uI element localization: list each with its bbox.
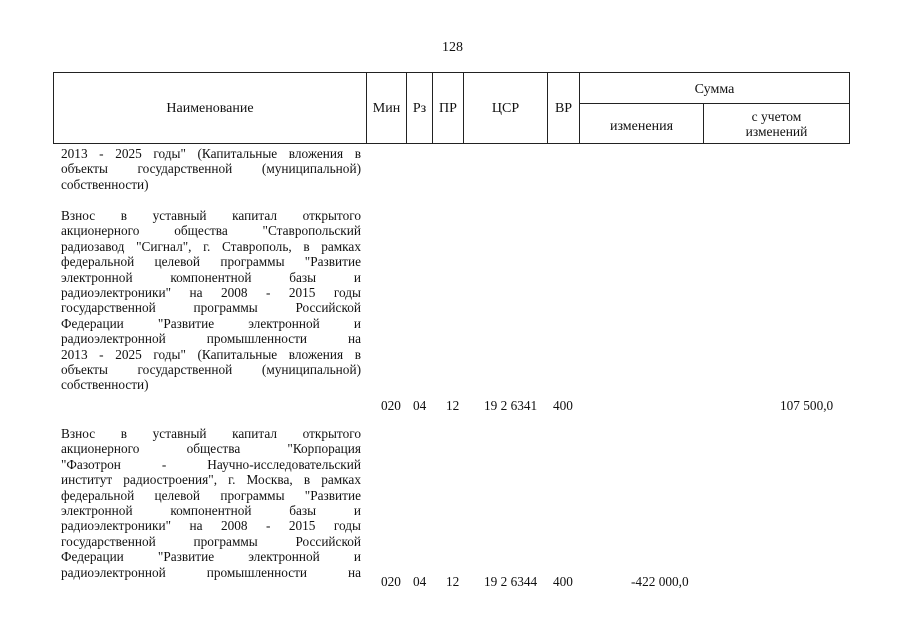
description-line: федеральной целевой программы "Развитие: [61, 487, 361, 503]
header-sum-change: изменения: [609, 119, 674, 134]
description-line: акционерного общества "Корпорация: [61, 441, 361, 457]
description-line: 2013 - 2025 годы" (Капитальные вложения в: [61, 346, 361, 362]
description-line: электронной компонентной базы и: [61, 503, 361, 519]
header-name: Наименование: [166, 101, 254, 116]
cell-min: 020: [381, 574, 401, 589]
description-line: государственной программы Российской: [61, 533, 361, 549]
description-line: радиозавод "Сигнал", г. Ставрополь, в рамках: [61, 238, 361, 254]
row-description: [61, 208, 361, 393]
cell-rz: 04: [413, 398, 427, 413]
description-line: федеральной целевой программы "Развитие: [61, 254, 361, 270]
description-line: объекты государственной (муниципальной): [61, 161, 361, 177]
header-top-border: [53, 72, 850, 73]
description-line: акционерного общества "Ставропольский: [61, 223, 361, 239]
description-line: Федерации "Развитие электронной и: [61, 549, 361, 565]
header-pr: ПР: [439, 101, 457, 116]
description-line: институт радиостроения", г. Москва, в рамках: [61, 472, 361, 488]
header-min: Мин: [372, 101, 401, 116]
cell-pr: 12: [446, 574, 460, 589]
header-sum-with-change-line1: с учетом: [751, 109, 802, 124]
header-csr: ЦСР: [491, 101, 520, 116]
cell-rz: 04: [413, 574, 427, 589]
description-line: "Фазотрон - Научно-исследовательский: [61, 456, 361, 472]
header-vr: ВР: [554, 101, 573, 116]
description-line: радиоэлектроники" на 2008 - 2015 годы: [61, 285, 361, 301]
header-sum-divider: [579, 103, 850, 104]
header-sum: Сумма: [694, 82, 735, 97]
cell-csr: 19 2 6341: [484, 398, 538, 413]
page-number: 128: [442, 40, 463, 55]
header-bottom-border: [53, 143, 850, 144]
description-line: радиоэлектронной промышленности на: [61, 331, 361, 347]
description-line: собственности): [61, 176, 149, 192]
cell-change: -422 000,0: [631, 574, 689, 589]
cell-with-change: 107 500,0: [780, 398, 834, 413]
cell-vr: 400: [553, 398, 573, 413]
cell-csr: 19 2 6344: [484, 574, 538, 589]
description-line: государственной программы Российской: [61, 300, 361, 316]
description-line: электронной компонентной базы и: [61, 269, 361, 285]
row-description: [61, 426, 361, 580]
cell-vr: 400: [553, 574, 573, 589]
description-line: радиоэлектроники" на 2008 - 2015 годы: [61, 518, 361, 534]
header-rz: Рз: [412, 101, 427, 116]
description-line: Федерации "Развитие электронной и: [61, 315, 361, 331]
header-sum-with-change-line2: изменений: [745, 124, 808, 139]
description-line: Взнос в уставный капитал открытого: [61, 208, 361, 223]
cell-pr: 12: [446, 398, 460, 413]
row-description: [61, 146, 361, 192]
description-line: объекты государственной (муниципальной): [61, 362, 361, 378]
description-line: радиоэлектронной промышленности на: [61, 564, 361, 580]
description-line: 2013 - 2025 годы" (Капитальные вложения в: [61, 146, 361, 161]
header-vline-right: [849, 72, 850, 144]
cell-min: 020: [381, 398, 401, 413]
description-line: собственности): [61, 377, 149, 393]
description-line: Взнос в уставный капитал открытого: [61, 426, 361, 441]
